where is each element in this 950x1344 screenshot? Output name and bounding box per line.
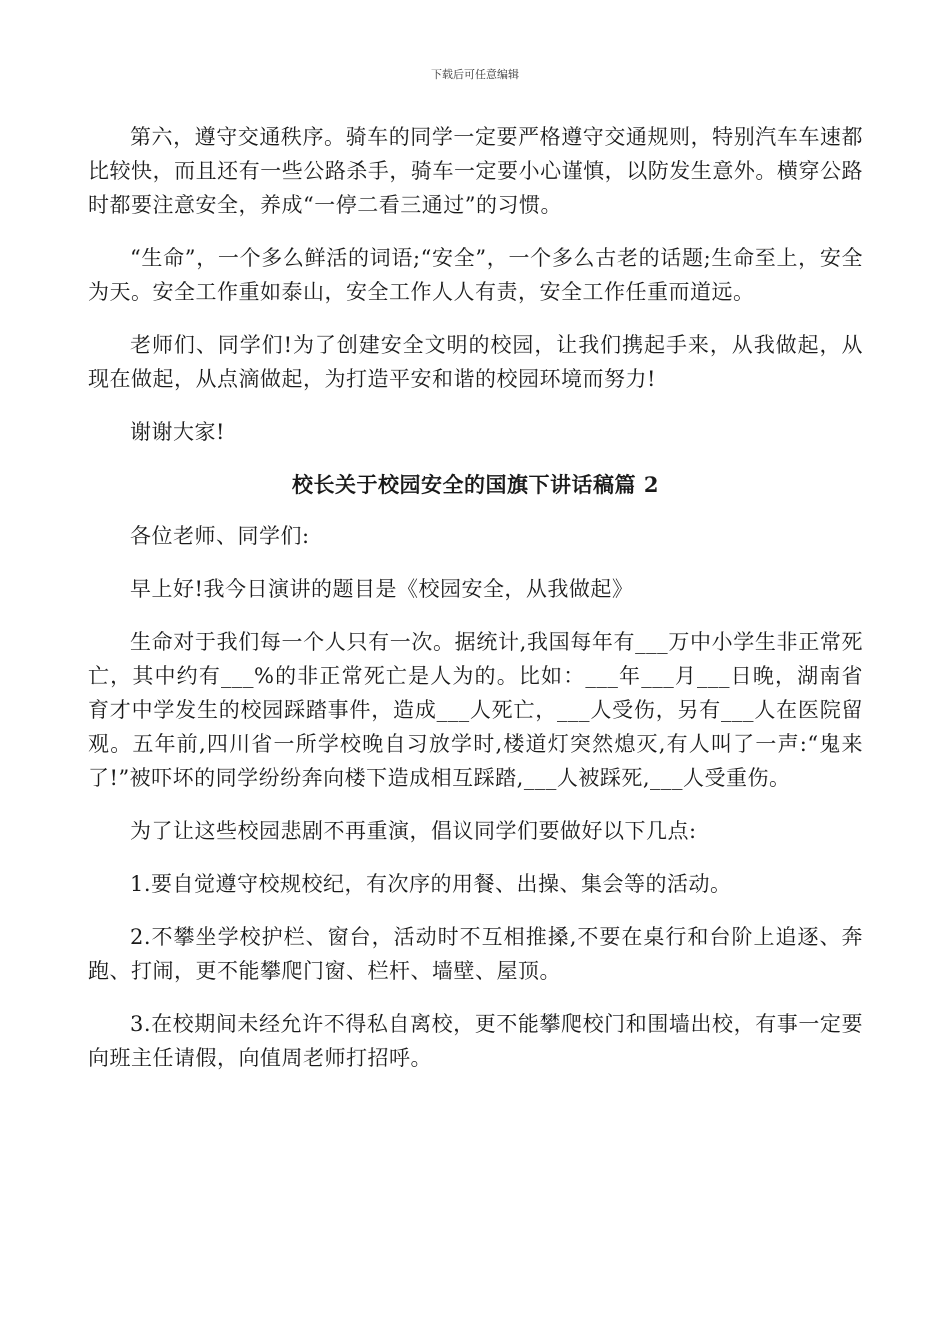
paragraph-life-safety: “生命”，一个多么鲜活的词语;“安全”，一个多么古老的话题;生命至上，安全为天。安全工作重如泰山，安全工作人人有责，安全工作任重而道远。 (88, 246, 863, 304)
section-title: 校长关于校园安全的国旗下讲话稿篇 2 (292, 472, 659, 497)
page-header-note: 下载后可任意编辑 (431, 68, 519, 81)
paragraph-proposal-intro: 为了让这些校园悲剧不再重演，倡议同学们要做好以下几点: (130, 819, 697, 843)
list-item-rule-3: 3.在校期间未经允许不得私自离校，更不能攀爬校门和围墙出校，有事一定要向班主任请假，向值周老师打招呼。 (88, 1012, 863, 1070)
document-body (88, 120, 863, 1094)
paragraph-traffic-rules: 第六，遵守交通秩序。骑车的同学一定要严格遵守交通规则，特别汽车车速都比较快，而且还有一些公路杀手，骑车一定要小心谨慎，以防发生意外。横穿公路时都要注意安全，养成“一停二看三通过”的习惯。 (88, 125, 863, 217)
paragraph-statistics: 生命对于我们每一个人只有一次。据统计,我国每年有___万中小学生非正常死亡，其中约有___%的非正常死亡是人为的。比如：___年___月___日晚，湖南省育才中学发生的校园踩踏事件，造成___人死亡，___人受伤，另有___人在医院留观。五年前,四川省一所学校晚自习放学时,楼道灯突然熄灭,有人叫了一声:“鬼来了!”被吓坏的同学纷纷奔向楼下造成相互踩踏,___人被踩死,___人受重伤。 (88, 630, 863, 790)
list-item-rule-2: 2.不攀坐学校护栏、窗台，活动时不互相推搡,不要在桌行和台阶上追逐、奔跑、打闹，更不能攀爬门窗、栏杆、墙壁、屋顶。 (88, 925, 863, 983)
list-item-rule-1: 1.要自觉遵守校规校纪，有次序的用餐、出操、集会等的活动。 (130, 872, 732, 896)
paragraph-greeting: 早上好!我今日演讲的题目是《校园安全，从我做起》 (130, 577, 634, 601)
paragraph-call-to-action: 老师们、同学们!为了创建安全文明的校园，让我们携起手来，从我做起，从现在做起，从点滴做起，为打造平安和谐的校园环境而努力! (88, 333, 863, 391)
paragraph-thanks: 谢谢大家! (130, 420, 225, 444)
paragraph-salutation: 各位老师、同学们: (130, 524, 310, 548)
